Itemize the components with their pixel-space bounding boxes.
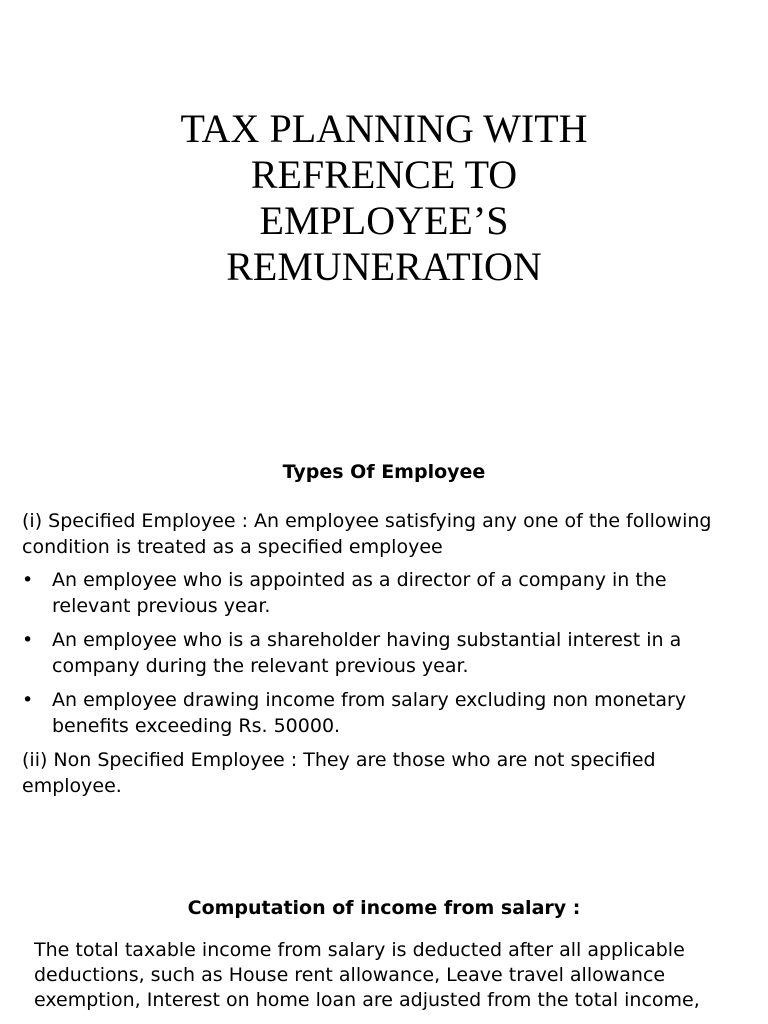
section-heading: Computation of income from salary : (187, 897, 581, 919)
text-line: exemption, Interest on home loan are adjusted from the total income, (34, 989, 700, 1011)
list-item (22, 567, 752, 619)
text-line: (i) Specified Employee : An employee satisfying any one of the following (22, 510, 712, 532)
text-line: condition is treated as a specified employee (22, 536, 443, 558)
computation-paragraph (34, 938, 754, 1013)
text-line: The total taxable income from salary is deducted after all applicable (34, 939, 685, 961)
title-slide (0, 0, 768, 400)
text-line: An employee who is appointed as a director of a company in the (52, 569, 667, 591)
computation-slide (0, 880, 768, 1024)
bullet-icon: • (22, 569, 34, 591)
bullet-icon: • (22, 629, 34, 651)
specified-conditions-list (22, 567, 752, 747)
text-line: relevant previous year. (52, 595, 271, 617)
text-line: An employee drawing income from salary excluding non monetary (52, 689, 687, 711)
text-line: company during the relevant previous year. (52, 655, 469, 677)
list-item (22, 627, 752, 679)
text-line: employee. (22, 775, 122, 797)
title-line: EMPLOYEE’S (259, 198, 509, 243)
title-line: REMUNERATION (226, 244, 542, 289)
bullet-icon: • (22, 689, 34, 711)
text-line: deductions, such as House rent allowance, Leave travel allowance (34, 964, 666, 986)
list-item (22, 687, 752, 739)
text-line: benefits exceeding Rs. 50000. (52, 715, 341, 737)
title-line: REFRENCE TO (250, 152, 518, 197)
text-line: An employee who is a shareholder having substantial interest in a (52, 629, 682, 651)
non-specified-employee-definition (22, 747, 752, 799)
types-of-employee-slide (0, 440, 768, 820)
text-line: (ii) Non Specified Employee : They are those who are not specified (22, 749, 656, 771)
specified-employee-definition (22, 508, 752, 560)
title-line: TAX PLANNING WITH (180, 106, 588, 151)
slide-title (0, 106, 768, 290)
section-heading: Types Of Employee (282, 461, 486, 483)
